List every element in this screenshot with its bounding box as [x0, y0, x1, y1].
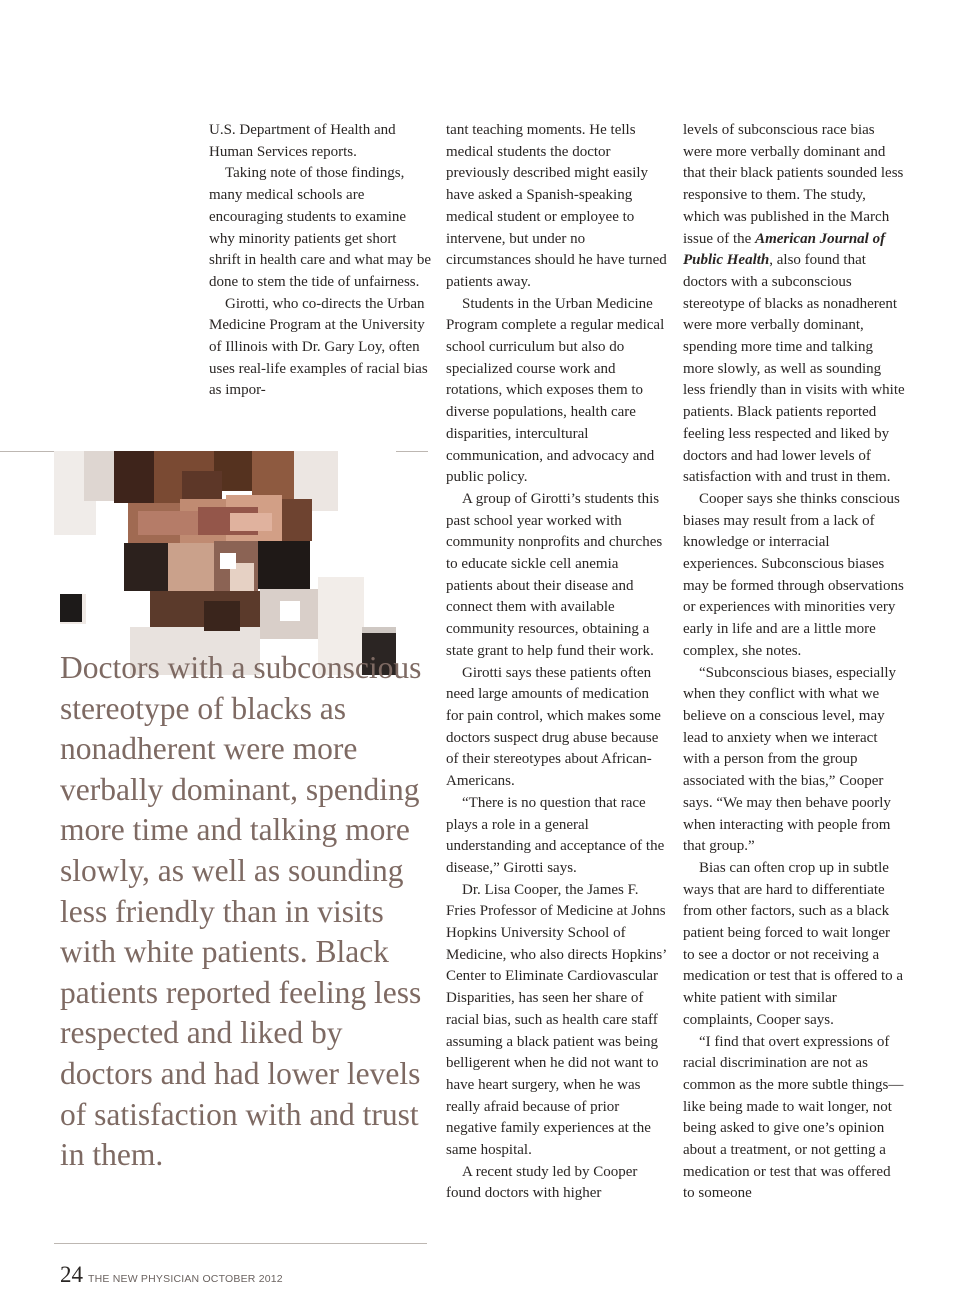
journal-title: American Journal of Public Health: [683, 230, 886, 269]
paragraph: “There is no question that race plays a role in a general understanding and acceptance of the disease,” Girotti says.: [446, 794, 665, 876]
paragraph: tant teaching moments. He tells medical students the doctor previously described might easily have asked a Spanish-speaking medical student or employee to intervene, but under no circumstances should he have turned patients away.: [446, 122, 667, 290]
page-number: 24: [60, 1262, 83, 1287]
article-column-1: [209, 120, 431, 402]
paragraph: Dr. Lisa Cooper, the James F. Fries Professor of Medicine at Johns Hopkins University School of Medicine, who also directs Hopkins’ Center to Eliminate Cardiovascular Disparities, has seen her share of racial bias, such as health care staff assuming a black patient was being belligerent when he did not want to have heart surgery, when he was really afraid because of prior negative family experiences at the same hospital.: [446, 881, 667, 1159]
mosaic-face-photo: [54, 451, 396, 675]
paragraph: [683, 120, 905, 489]
paragraph: Girotti says these patients often need large amounts of medication for pain control, which makes some doctors suspect drug abuse because of their stereotypes about African-Americans.: [446, 664, 661, 790]
paragraph: A group of Girotti’s students this past school year worked with community nonprofits and churches to educate sickle cell anemia patients about their disease and connect them with available community resources, obtaining a state grant to help fund their work.: [446, 490, 663, 659]
paragraph-text: , also found that doctors with a subconscious stereotype of blacks as nonadherent were more verbally dominant, spending more time and talking more slowly, as well as sounding less friendly than in visits with white patients. Black patients reported feeling less respected and liked by doctors and had lower levels of satisfaction with and trust in them.: [683, 252, 905, 486]
page-footer: [60, 1262, 283, 1288]
paragraph: Cooper says she thinks conscious biases may result from a lack of knowledge or interracial experiences. Subconscious biases may be formed through observations or experiences with minorities very early in life and are a little more complex, she notes.: [683, 490, 904, 659]
paragraph: A recent study led by Cooper found doctors with higher: [446, 1163, 638, 1202]
magazine-name: THE NEW PHYSICIAN OCTOBER 2012: [88, 1273, 283, 1285]
paragraph-text: levels of subconscious race bias were more verbally dominant and that their black patients sounded less responsive to them. The study, which was published in the March issue of the: [683, 122, 904, 247]
divider: [54, 1243, 427, 1244]
paragraph: “I find that overt expressions of racial discrimination are not as common as the more subtle things—like being made to wait longer, not being asked to give one’s opinion about a treatment, or not getting a medication or test that was offered to someone: [683, 1033, 904, 1202]
paragraph: Girotti, who co-directs the Urban Medicine Program at the University of Illinois with Dr. Gary Loy, often uses real-life examples of racial bias as impor-: [209, 295, 428, 399]
paragraph: Taking note of those findings, many medical schools are encouraging students to examine why minority patients get short shrift in health care and what may be done to stem the tide of unfairness.: [209, 165, 431, 290]
paragraph: “Subconscious biases, especially when they conflict with what we believe on a conscious level, may lead to anxiety when we interact with a person from the group associated with the bias,” Cooper says. “We may then behave poorly when interacting with people from that group.”: [683, 664, 897, 855]
pull-quote: Doctors with a subconscious stereotype of blacks as nonadherent were more verbally dominant, spending more time and talking more slowly, as well as sounding less friendly than in visits with white patients. Black patients reported feeling less respected and liked by doctors and had lower levels of satisfaction with and trust in them.: [60, 650, 422, 1173]
article-column-2: [446, 120, 668, 1205]
paragraph: Students in the Urban Medicine Program complete a regular medical school curriculum but also do specialized course work and rotations, which exposes them to diverse populations, health care disparities, intercultural communication, and advocacy and public policy.: [446, 295, 665, 486]
article-column-3: [683, 120, 905, 1205]
paragraph: U.S. Department of Health and Human Services reports.: [209, 122, 396, 160]
paragraph: Bias can often crop up in subtle ways that are hard to differentiate from other factors, such as a black patient being forced to wait longer to see a doctor or not receiving a medication or test that is offered to a white patient with similar complaints, Cooper says.: [683, 859, 904, 1028]
